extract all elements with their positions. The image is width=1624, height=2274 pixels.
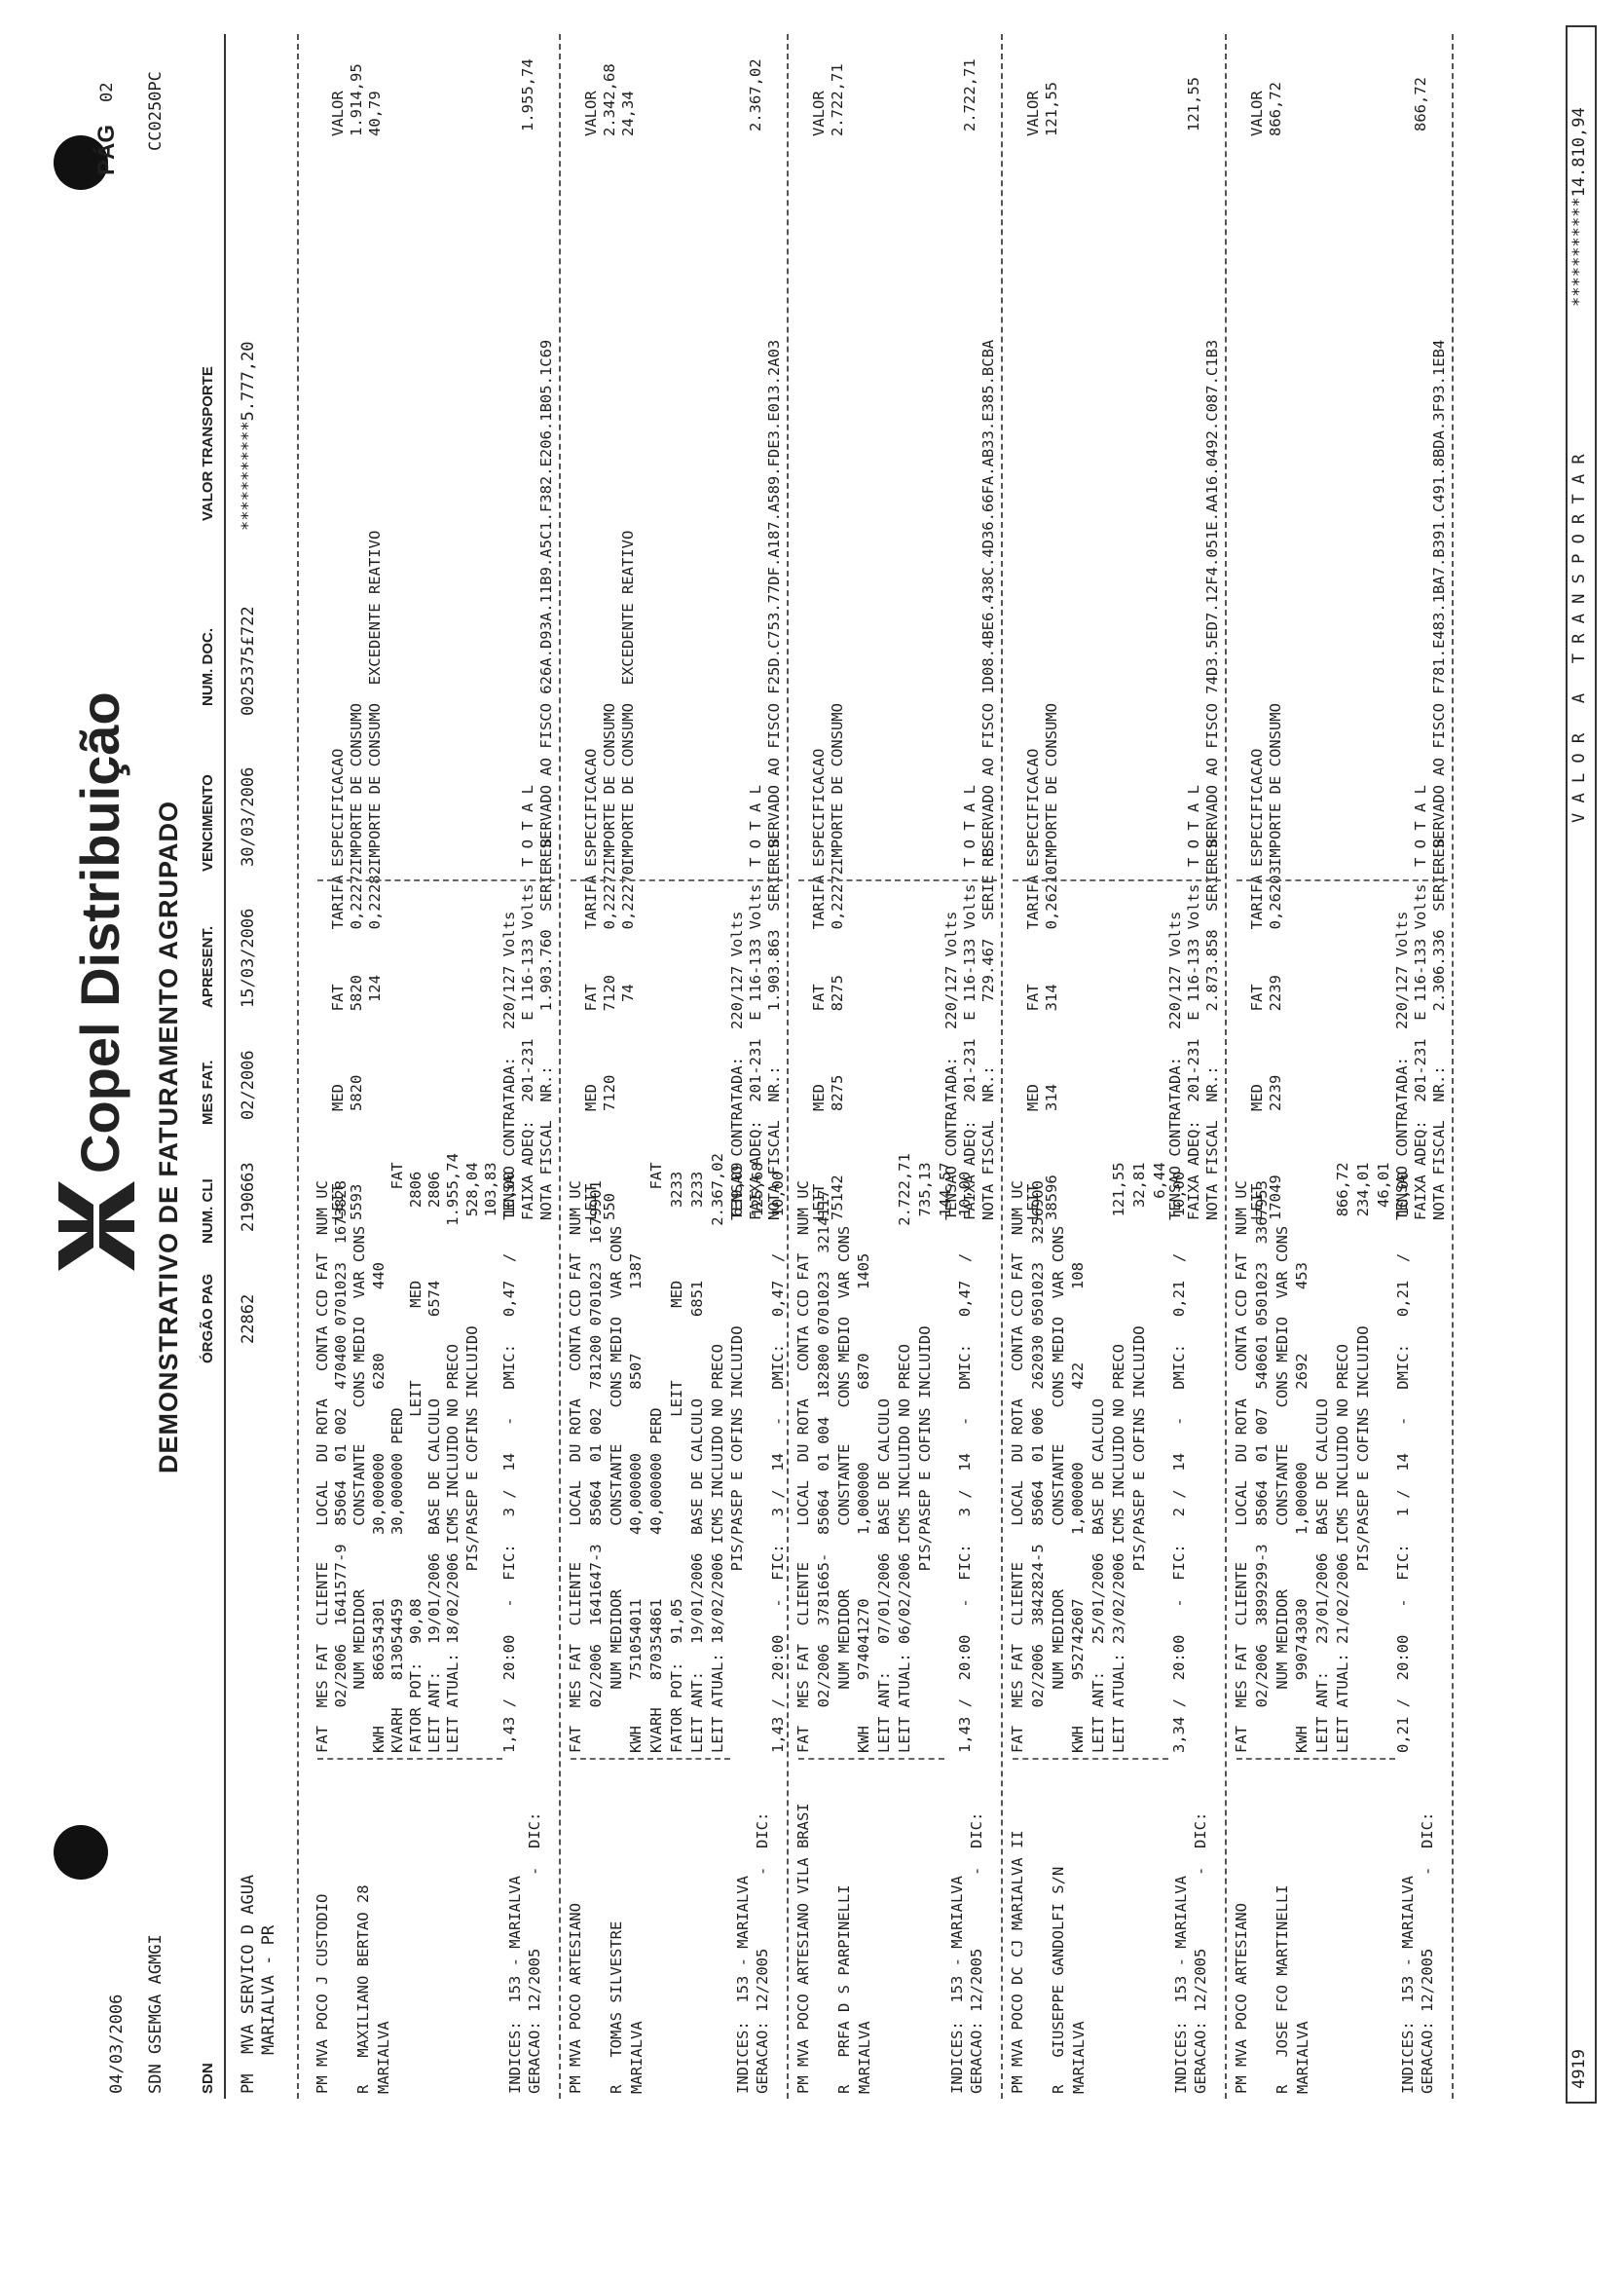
unit-total-line: T O T A L [1185,785,1202,867]
report-title: DEMONSTRATIVO DE FATURAMENTO AGRUPADO [154,801,183,1473]
column-separator [1236,1758,1395,1760]
summary-apresent: 15/03/2006 [239,908,258,1008]
unit-separator [787,34,789,2099]
header-num-cli: NUM. CLI [200,1178,216,1244]
unit-spec-line: ESPECIFICACAO [582,748,600,867]
unit-indices-line: GERACAO: 12/2005 - DIC: [1419,1811,1436,2094]
unit-voltage-line: NOTA FISCAL NR.: 2.873.858 SERIE B [1203,839,1221,1220]
footer-valor-label: V A L O R A T R A N S P O R T A R [1569,454,1589,823]
unit-meter-line: 38596 314 314 0,26210 [1043,866,1060,1220]
header-num-doc: NUM. DOC. [200,628,216,706]
unit-total-line: T O T A L [961,785,978,867]
unit-meter-line: LEIT MED FAT TARIFA [329,875,347,1220]
unit-separator [559,34,561,2099]
summary-num-doc: 0025375£722 [239,606,258,716]
summary-city: MARIALVA - PR [259,1924,278,2055]
page-number: 02 [97,82,117,102]
unit-bill-line: 125,68 [749,1162,767,1753]
unit-bill-line: 1,43 / 20:00 - FIC: 3 / 14 - DMIC: 0,47 / 10,00 [769,1171,787,1753]
unit-spec-line: ESPECIFICACAO [1024,748,1042,867]
unit-bill-line: 02/2006 1641577-9 85064 01 002 470400 0701023 1673828 [332,1180,351,1753]
unit-value-line: VALOR [1024,91,1042,136]
unit-bill-line: LEIT ANT: 19/01/2006 BASE DE CALCULO 6851 3233 [687,1171,706,1753]
unit-total-value: 121,55 [1185,77,1202,131]
unit-total-line: RESERVADO AO FISCO 626A.D93A.11B9.A5C1.F382.E206.1B05.1C69 [537,339,555,867]
unit-bill-line: FAT MES FAT CLIENTE LOCAL DU ROTA CONTA CCD FAT NUM UC [1233,1180,1250,1753]
unit-meter-line: 124 0,22282 [366,866,384,1220]
unit-voltage-line: NOTA FISCAL NR.: 1.903.760 SERIE B [537,839,555,1220]
summary-num-cli: 2190663 [239,1162,258,1232]
unit-bill-line: 1,43 / 20:00 - FIC: 3 / 14 - DMIC: 0,47 / 10,00 [500,1171,518,1753]
header-mes-fat: MES FAT. [200,1060,216,1125]
unit-meter-line: LEIT MED FAT TARIFA [810,875,828,1220]
unit-meter-line: 75142 8275 8275 0,22272 [829,866,846,1220]
unit-value-line: VALOR [582,91,600,136]
unit-bill-line: KWH 990743030 1,000000 2692 453 [1293,1262,1311,1753]
unit-bill-line: PIS/PASEP E COFINS INCLUIDO 32,81 [1129,1162,1148,1753]
summary-mes-fat: 02/2006 [239,1050,258,1120]
unit-spec-line: ESPECIFICACAO [810,748,828,867]
unit-total-line: RESERVADO AO FISCO F25D.C753.77DF.A187.A589.FDE3.E013.2A03 [765,339,783,867]
column-separator [317,1758,502,1760]
header-sdn: SDN [200,2063,216,2094]
unit-voltage-line: FAIXA ADEQ: 201-231 E 116-133 Volts [747,883,764,1220]
unit-bill-line: FAT MES FAT CLIENTE LOCAL DU ROTA CONTA CCD FAT NUM UC [314,1180,331,1753]
unit-voltage-line: TENSAO CONTRATADA: 220/127 Volts [942,911,960,1220]
unit-value-line: 121,55 [1043,82,1060,136]
column-separator [798,879,997,881]
unit-name-line: R MAXILIANO BERTAO 28 [354,1884,372,2094]
unit-meter-line: LEIT MED FAT TARIFA [582,875,600,1220]
unit-total-line: T O T A L [519,785,536,867]
unit-name-line: PM MVA POCO ARTESIANO [1233,1903,1250,2094]
header-orgao-pag: ÓRGÃO PAG [200,1273,216,1363]
unit-bill-line: LEIT ATUAL: 18/02/2006 ICMS INCLUIDO NO PRECO 2.367,02 [708,1153,726,1753]
footer-code: 4919 [1569,2049,1589,2089]
unit-name-line: MARIALVA [375,2021,392,2094]
unit-bill-line: 3,34 / 20:00 - FIC: 2 / 14 - DMIC: 0,21 / 10,00 [1170,1171,1189,1753]
unit-separator [1225,34,1227,2099]
unit-spec-line: IMPORTE DE CONSUMO [348,703,365,867]
unit-bill-line: LEIT ATUAL: 18/02/2006 ICMS INCLUIDO NO PRECO 1.955,74 [444,1153,462,1753]
unit-spec-line: ESPECIFICACAO [1248,748,1266,867]
unit-name-line: R PRFA D S PARPINELLI [835,1884,853,2094]
unit-total-value: 866,72 [1412,77,1429,131]
unit-bill-line: LEIT ANT: 19/01/2006 BASE DE CALCULO 6574 2806 [425,1171,444,1753]
unit-name-line: MARIALVA [856,2021,873,2094]
unit-spec-line: IMPORTE DE CONSUMO [1267,703,1284,867]
unit-total-value: 1.955,74 [519,58,536,131]
unit-value-line: 24,34 [619,91,637,136]
column-separator [317,879,555,881]
unit-total-line: RESERVADO AO FISCO 1D08.4BE6.438C.4D36.66FA.AB33.E385.BCBA [979,339,997,867]
unit-bill-line: LEIT ANT: 23/01/2006 BASE DE CALCULO [1313,1398,1332,1753]
unit-bill-line: NUM MEDIDOR CONSTANTE CONS MEDIO VAR CONS [607,1225,625,1753]
unit-bill-line: 1,43 / 20:00 - FIC: 3 / 14 - DMIC: 0,47 / 10,00 [956,1171,975,1753]
unit-value-line: 2.722,71 [829,63,846,136]
unit-voltage-line: NOTA FISCAL NR.: 2.306.336 SERIE B [1430,839,1448,1220]
unit-bill-line: LEIT ATUAL: 06/02/2006 ICMS INCLUIDO NO PRECO 2.722,71 [896,1153,913,1753]
unit-total-line: T O T A L [747,785,764,867]
unit-bill-line: FAT MES FAT CLIENTE LOCAL DU ROTA CONTA CCD FAT NUM UC [794,1180,812,1753]
unit-value-line: VALOR [329,91,347,136]
unit-voltage-line: FAIXA ADEQ: 201-231 E 116-133 Volts [519,883,536,1220]
unit-name-line: R JOSE FCO MARTINELLI [1273,1884,1291,2094]
unit-value-line: VALOR [810,91,828,136]
unit-bill-line: PIS/PASEP E COFINS INCLUIDO 234,01 [1353,1162,1372,1753]
unit-indices-line: GERACAO: 12/2005 - DIC: [968,1811,985,2094]
unit-bill-line: 02/2006 3899299-3 85064 01 007 540601 0501023 3367953 [1252,1180,1271,1753]
unit-bill-line: 6,44 [1150,1162,1168,1753]
column-separator [1013,879,1221,881]
unit-name-line: R GIUSEPPE GANDOLFI S/N [1050,1866,1067,2094]
unit-bill-line: 02/2006 1641647-3 85064 01 002 781200 0701023 1679901 [586,1180,605,1753]
unit-meter-line: LEIT MED FAT TARIFA [1248,875,1266,1220]
unit-indices-line: INDICES: 153 - MARIALVA [1172,1876,1190,2094]
unit-value-line: VALOR [1248,91,1266,136]
unit-meter-line: 74 0,22270 [619,866,637,1220]
column-separator [1236,879,1448,881]
column-separator [798,1758,944,1760]
page-label: PÁG [93,124,120,175]
unit-voltage-line: NOTA FISCAL NR.: 729.467 SERIE B [979,847,997,1220]
unit-spec-line: IMPORTE DE CONSUMO [601,703,618,867]
unit-bill-line: KWH 952742607 1,000000 422 108 [1069,1262,1088,1753]
unit-bill-line: FATOR POT: 90,08 LEIT MED 2806 [407,1171,424,1753]
unit-spec-line: ESPECIFICACAO [329,748,347,867]
unit-indices-line: GERACAO: 12/2005 - DIC: [1192,1811,1209,2094]
unit-indices-line: INDICES: 153 - MARIALVA [1399,1876,1417,2094]
unit-voltage-line: FAIXA ADEQ: 201-231 E 116-133 Volts [961,883,978,1220]
unit-voltage-line: FAIXA ADEQ: 201-231 E 116-133 Volts [1185,883,1202,1220]
unit-bill-line: KVARH 813054459 30,000000 PERD FAT [388,1162,406,1753]
unit-bill-line: LEIT ATUAL: 21/02/2006 ICMS INCLUIDO NO PRECO 866,72 [1334,1162,1351,1753]
header-valor-transporte: VALOR TRANSPORTE [200,366,216,521]
unit-bill-line: KWH 866354301 30,000000 6280 440 [369,1262,388,1753]
footer-valor: ***********14.810,94 [1569,107,1589,307]
unit-bill-line: KVARH 870354861 40,000000 PERD FAT [647,1162,666,1753]
unit-meter-line: 17049 2239 2239 0,26203 [1267,866,1284,1220]
header-apresent: APRESENT. [200,925,216,1008]
unit-bill-line: NUM MEDIDOR CONSTANTE CONS MEDIO VAR CONS [1273,1225,1291,1753]
unit-bill-line: 02/2006 3842824-5 85064 01 006 262030 0501023 3256900 [1028,1180,1047,1753]
copel-logo-icon [58,1181,134,1271]
sdn-line: SDN GSEMGA AGMGI [146,1934,166,2094]
unit-voltage-line: TENSAO CONTRATADA: 220/127 Volts [1166,911,1184,1220]
unit-voltage-line: TENSAO CONTRATADA: 220/127 Volts [1393,911,1411,1220]
unit-bill-line: KWH 751054011 40,000000 8507 1387 [627,1252,646,1753]
column-separator [571,1758,730,1760]
unit-bill-line: 103,83 [481,1162,499,1753]
unit-total-line: RESERVADO AO FISCO F781.E483.1BA7.B391.C491.8BDA.3F93.1EB4 [1430,339,1448,867]
unit-total-line: T O T A L [1412,785,1429,867]
unit-bill-line: NUM MEDIDOR CONSTANTE CONS MEDIO VAR CONS [1049,1225,1067,1753]
report-date: 04/03/2006 [107,1994,127,2094]
unit-spec-line: IMPORTE DE CONSUMO EXCEDENTE REATIVO [619,530,637,867]
unit-bill-line: LEIT ANT: 25/01/2006 BASE DE CALCULO [1089,1398,1108,1753]
unit-voltage-line: TENSAO CONTRATADA: 220/127 Volts [500,911,518,1220]
unit-spec-line: IMPORTE DE CONSUMO [829,703,846,867]
summary-separator [297,34,299,2099]
header-rule [224,34,226,2099]
column-separator [1013,1758,1168,1760]
unit-bill-line: FAT MES FAT CLIENTE LOCAL DU ROTA CONTA CCD FAT NUM UC [1009,1180,1026,1753]
report-code: CC0250PC [146,71,166,151]
unit-indices-line: INDICES: 153 - MARIALVA [734,1876,752,2094]
unit-spec-line: IMPORTE DE CONSUMO [1043,703,1060,867]
unit-bill-line: FATOR POT: 91,05 LEIT MED 3233 [668,1171,685,1753]
unit-total-line: RESERVADO AO FISCO 74D3.5ED7.12F4.051E.AA16.0492.C087.C1B3 [1203,339,1221,867]
unit-indices-line: GERACAO: 12/2005 - DIC: [526,1811,543,2094]
unit-value-line: 40,79 [366,91,384,136]
unit-name-line: R TOMAS SILVESTRE [608,1920,625,2094]
unit-name-line: MARIALVA [628,2021,646,2094]
unit-value-line: 1.914,95 [348,63,365,136]
unit-name-line: MARIALVA [1070,2021,1088,2094]
unit-bill-line: FAT MES FAT CLIENTE LOCAL DU ROTA CONTA CCD FAT NUM UC [567,1180,584,1753]
unit-meter-line: LEIT MED FAT TARIFA [1024,875,1042,1220]
unit-voltage-line: NOTA FISCAL NR.: 1.903.863 SERIE B [765,839,783,1220]
unit-bill-line: 144,57 [936,1162,954,1753]
unit-bill-line: 02/2006 3781665- 85064 01 004 182800 0701023 3214117 [814,1189,832,1753]
unit-bill-line: 0,21 / 20:00 - FIC: 1 / 14 - DMIC: 0,21 / 10,00 [1394,1171,1413,1753]
unit-name-line: MARIALVA [1294,2021,1311,2094]
unit-value-line: 2.342,68 [601,63,618,136]
unit-total-value: 2.367,02 [747,58,764,131]
unit-meter-line: 550 7120 7120 0,22272 [601,866,618,1220]
unit-total-value: 2.722,71 [961,58,978,131]
unit-bill-line: NUM MEDIDOR CONSTANTE CONS MEDIO VAR CONS [351,1225,369,1753]
unit-name-line: PM MVA POCO DC CJ MARIALVA II [1009,1830,1026,2094]
unit-name-line: PM MVA POCO ARTESIANO VILA BRASI [794,1803,812,2094]
unit-separator [1452,34,1454,2099]
header-vencimento: VENCIMENTO [200,774,216,872]
unit-voltage-line: TENSAO CONTRATADA: 220/127 Volts [728,911,746,1220]
unit-bill-line: PIS/PASEP E COFINS INCLUIDO 639,09 [728,1162,747,1753]
column-separator [571,879,783,881]
unit-separator [1001,34,1003,2099]
summary-valor: ***********5.777,20 [239,341,258,531]
brand-name: Copel Distribuição [69,691,130,1174]
unit-value-line: 866,72 [1267,82,1284,136]
summary-orgao: 22862 [239,1293,258,1344]
unit-indices-line: GERACAO: 12/2005 - DIC: [754,1811,771,2094]
unit-bill-line: PIS/PASEP E COFINS INCLUIDO 528,04 [462,1162,481,1753]
summary-vencimento: 30/03/2006 [239,766,258,867]
summary-pm: PM MVA SERVICO D AGUA [239,1874,258,2094]
unit-name-line: PM MVA POCO ARTESIANO [567,1903,584,2094]
unit-spec-line: IMPORTE DE CONSUMO EXCEDENTE REATIVO [366,530,384,867]
unit-indices-line: INDICES: 153 - MARIALVA [948,1876,966,2094]
punch-hole-right [54,1825,108,1880]
unit-bill-line: LEIT ANT: 07/01/2006 BASE DE CALCULO [875,1398,894,1753]
unit-meter-line: 5593 5820 5820 0,22272 [348,866,365,1220]
footer-box [1566,25,1597,2104]
unit-indices-line: INDICES: 153 - MARIALVA [506,1876,524,2094]
unit-bill-line: KWH 974041270 1,000000 6870 1405 [855,1252,873,1753]
unit-bill-line: LEIT ATUAL: 23/02/2006 ICMS INCLUIDO NO PRECO 121,55 [1110,1162,1127,1753]
unit-name-line: PM MVA POCO J CUSTODIO [314,1893,331,2094]
unit-bill-line: NUM MEDIDOR CONSTANTE CONS MEDIO VAR CONS [834,1225,853,1753]
unit-voltage-line: FAIXA ADEQ: 201-231 E 116-133 Volts [1412,883,1429,1220]
unit-bill-line: PIS/PASEP E COFINS INCLUIDO 735,13 [915,1162,934,1753]
unit-bill-line: 46,01 [1374,1162,1392,1753]
